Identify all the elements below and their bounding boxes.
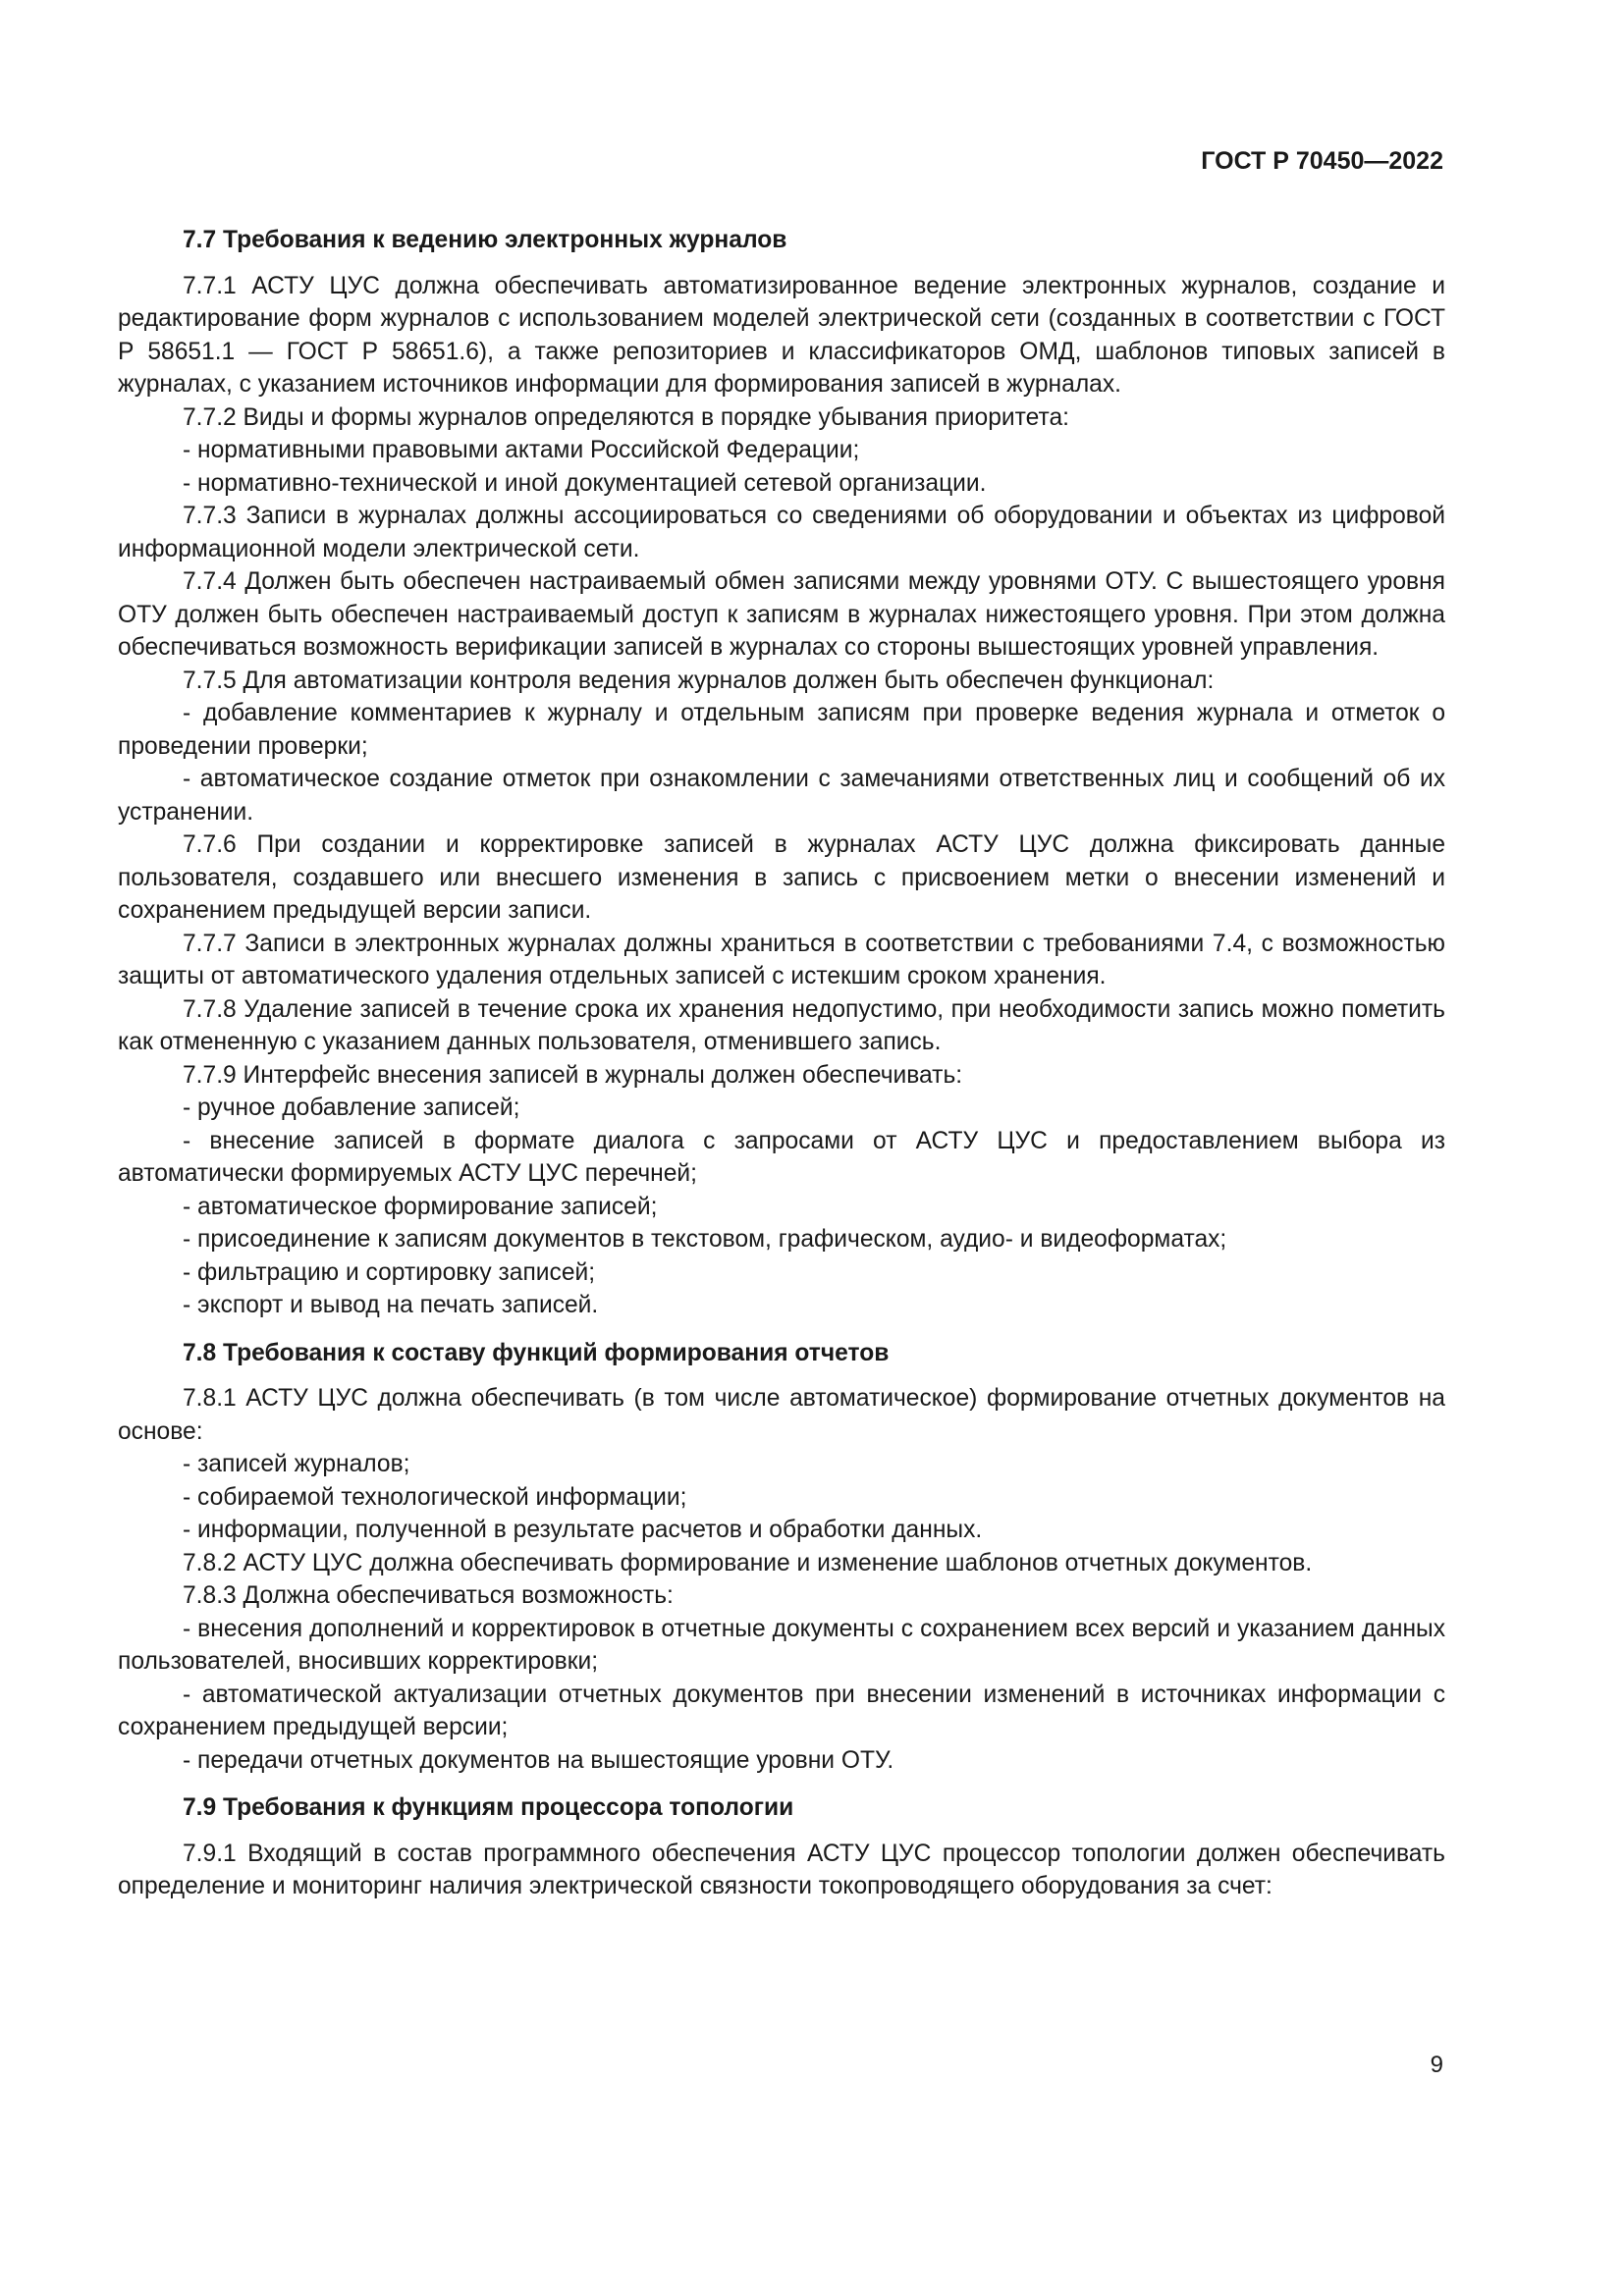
paragraph: 7.7.8 Удаление записей в течение срока их хранения недопустимо, при необходимости запись можно пометить как отмененную с указанием данных пользователя, отменившего запись. (118, 995, 1445, 1055)
paragraph: - добавление комментариев к журналу и отдельным записям при проверке ведения журнала и отметок о проведении проверки; (118, 700, 1445, 760)
document-header: ГОСТ Р 70450—2022 (1201, 147, 1443, 175)
page-number: 9 (1430, 2052, 1443, 2078)
list-item: - передачи отчетных документов на вышестоящие уровни ОТУ. (183, 1746, 894, 1774)
list-item: - ручное добавление записей; (183, 1095, 520, 1121)
paragraph: 7.7.1 АСТУ ЦУС должна обеспечивать автоматизированное ведение электронных журналов, создание и редактирование форм журналов с использованием моделей электрической сети (созданных в соответствии с ГОСТ Р 58651.1 — ГОСТ Р 58651.6), а также репозиториев и классификаторов ОМД, шаблонов типовых записей в журналах, с указанием источников информации для формирования записей в журналах. (118, 272, 1445, 398)
paragraph: - автоматической актуализации отчетных документов при внесении изменений в источниках информации с сохранением предыдущей версии; (118, 1681, 1445, 1740)
paragraph: - внесение записей в формате диалога с запросами от АСТУ ЦУС и предоставлением выбора из автоматически формируемых АСТУ ЦУС перечней; (118, 1127, 1445, 1187)
paragraph: 7.7.6 При создании и корректировке записей в журналах АСТУ ЦУС должна фиксировать данные пользователя, создавшего или внесшего изменения в запись с присвоением метки о внесении изменений и сохранением предыдущей версии записи. (118, 831, 1445, 924)
list-item: - фильтрацию и сортировку записей; (183, 1258, 596, 1286)
paragraph: 7.7.9 Интерфейс внесения записей в журналы должен обеспечивать: (183, 1061, 963, 1089)
list-item: - записей журналов; (183, 1451, 410, 1477)
paragraph: 7.7.7 Записи в электронных журналах должны храниться в соответствии с требованиями 7.4, с возможностью защиты от автоматического удаления отдельных записей с истекшим сроком хранения. (118, 930, 1445, 989)
paragraph: 7.8.3 Должна обеспечиваться возможность: (183, 1582, 674, 1609)
list-item: - нормативными правовыми актами Российской Федерации; (183, 437, 860, 463)
paragraph: 7.7.4 Должен быть обеспечен настраиваемый обмен записями между уровнями ОТУ. С вышестоящего уровня ОТУ должен быть обеспечен настраиваемый доступ к записям в журналах нижестоящего уровня. При этом должна обеспечиваться возможность верификации записей в журналах со стороны вышестоящих уровней управления. (118, 568, 1445, 661)
paragraph: 7.7.2 Виды и формы журналов определяются в порядке убывания приоритета: (183, 403, 1069, 431)
list-item: - экспорт и вывод на печать записей. (183, 1292, 599, 1318)
list-item: - нормативно-технической и иной документацией сетевой организации. (183, 469, 987, 497)
list-item: - собираемой технологической информации; (183, 1483, 687, 1511)
paragraph: 7.8.2 АСТУ ЦУС должна обеспечивать формирование и изменение шаблонов отчетных документов. (183, 1549, 1313, 1576)
document-body (118, 224, 1445, 1903)
paragraph: - автоматическое создание отметок при ознакомлении с замечаниями ответственных лиц и сообщений об их устранении. (118, 766, 1445, 826)
paragraph: 7.7.3 Записи в журналах должны ассоциироваться со сведениями об оборудовании и объектах из цифровой информационной модели электрической сети. (118, 503, 1445, 562)
list-item: - присоединение к записям документов в текстовом, графическом, аудио- и видеоформатах; (183, 1226, 1227, 1253)
paragraph: - внесения дополнений и корректировок в отчетные документы с сохранением всех версий и указанием данных пользователей, вносивших корректировки; (118, 1615, 1445, 1675)
paragraph: 7.7.5 Для автоматизации контроля ведения журналов должен быть обеспечен функционал: (183, 667, 1215, 694)
section-heading: 7.9 Требования к функциям процессора топологии (183, 1794, 794, 1821)
section-heading: 7.8 Требования к составу функций формирования отчетов (183, 1339, 890, 1366)
section-heading: 7.7 Требования к ведению электронных журналов (183, 227, 787, 253)
paragraph: 7.9.1 Входящий в состав программного обеспечения АСТУ ЦУС процессор топологии должен обеспечивать определение и мониторинг наличия электрической связности токопроводящего оборудования за счет: (118, 1840, 1445, 1899)
paragraph: 7.8.1 АСТУ ЦУС должна обеспечивать (в том числе автоматическое) формирование отчетных документов на основе: (118, 1385, 1445, 1445)
list-item: - информации, полученной в результате расчетов и обработки данных. (183, 1517, 983, 1543)
list-item: - автоматическое формирование записей; (183, 1193, 658, 1220)
